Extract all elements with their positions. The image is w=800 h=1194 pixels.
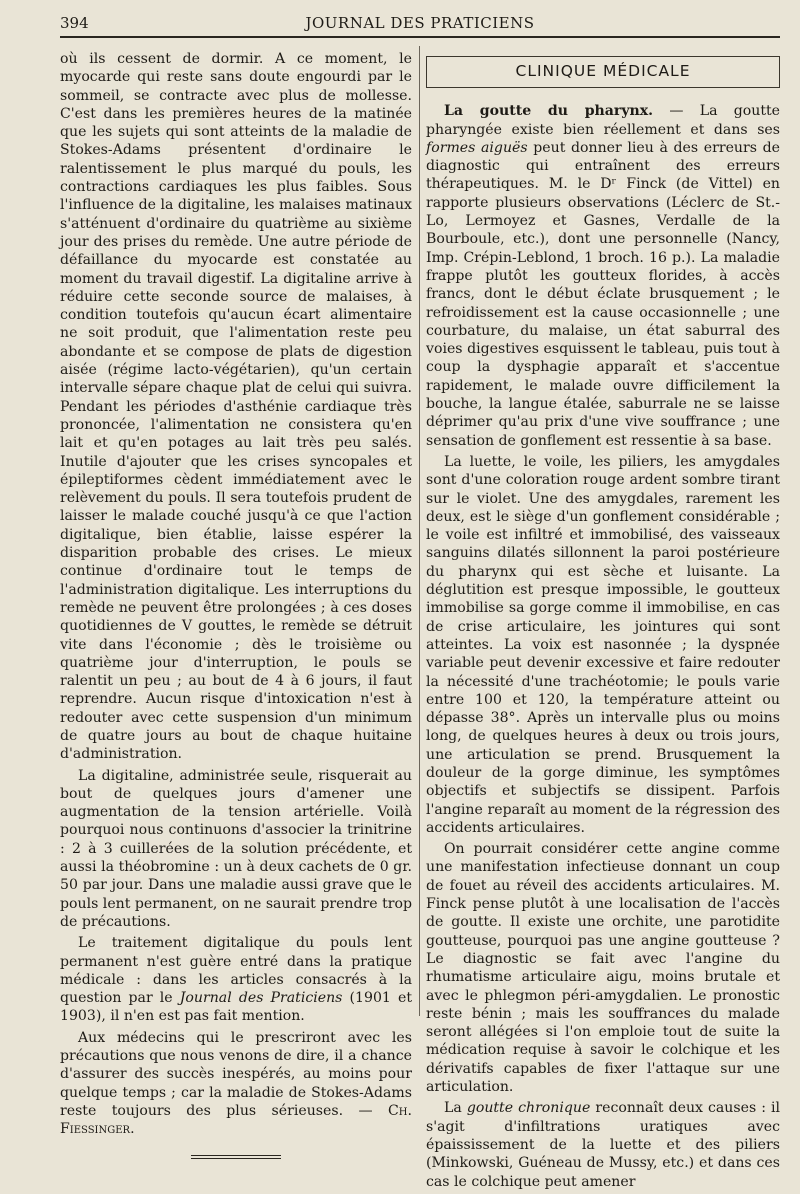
text-run: peut donner lieu à des erreurs de diagnostic qui entraînent des erreurs thérapeutiques. M. le Dʳ Finck (de Vittel) en rapporte plusieurs observations (Léclerc de St.-Lo, Lermoyez et Gasnes, Verdalle de la Bourboule, etc.), dont une personnelle (Nancy, Imp. Crépin-Leblond, 1 broch. 16 p.). La maladie frappe plutôt les goutteux florides, à accès francs, dont le début éclate brusquement ; le refroidissement est la cause occasionnelle ; une courbature, du malaise, un état saburral des voies digestives esquissent le tableau, puis tout à coup la dysphagie apparaît et s'accentue rapidement, le malade ouvre difficilement la bouche, la langue étalée, saburrale ne se laisse déprimer qu'au prix d'une vive souffrance ; une sensation de gonflement est ressentie à sa base.	[426, 139, 780, 449]
left-column	[60, 50, 412, 1161]
text-run: reconnaît deux causes : il s'agit d'infiltrations uratiques avec épaississement de la luette et des piliers (Minkowski, Guéneau de Mussy, etc.) et dans ces cas le colchique peut amener	[426, 1100, 781, 1190]
paragraph	[426, 102, 780, 450]
paragraph	[426, 1099, 780, 1190]
section-heading-box	[426, 56, 780, 88]
author-signature: Ch. Fiessinger.	[60, 1102, 412, 1138]
text-run: (1901 et 1903), il n'en est pas fait mention.	[60, 990, 412, 1025]
page-header	[60, 10, 780, 38]
paragraph: La digitaline, administrée seule, risquerait au bout de quelques jours d'amener une augmentation de la tension artérielle. Voilà pourquoi nous continuons d'associer la trinitrine : 2 à 3 cuillerées de la solution précédente, et aussi la théobromine : un à deux cachets de 0 gr. 50 par jour. Dans une maladie aussi grave que le pouls lent permanent, on ne saurait prendre trop de précautions.	[60, 767, 412, 930]
text-run: La	[444, 1100, 462, 1117]
paragraph: La luette, le voile, les piliers, les amygdales sont d'une coloration rouge ardent sombre tirant sur le violet. Une des amygdales, rarement les deux, est le siège d'un gonflement considérable ; le voile est infiltré et immobilisé, des vaisseaux sanguins dilatés sillonnent la paroi postérieure du pharynx qui est sèche et luisante. La déglutition est presque impossible, le goutteux immobilise sa gorge comme il immobilise, en cas de crise articulaire, les jointures qui sont atteintes. La voix est nasonnée ; la dyspnée variable peut devenir excessive et faire redouter la nécessité d'une trachéotomie; le pouls varie entre 100 et 120, la température atteint ou dépasse 38°. Après un intervalle plus ou moins long, de quelques heures à deux ou trois jours, une articulation se prend. Brusquement la douleur de la gorge diminue, les symptômes objectifs et subjectifs se dissipent. Parfois l'angine reparaît au moment de la régression des accidents articulaires.	[426, 453, 780, 836]
article-heading: La goutte du pharynx.	[444, 103, 654, 120]
paragraph	[60, 1029, 412, 1139]
emphasis: formes aiguës	[426, 139, 528, 156]
emphasis: goutte chronique	[466, 1100, 591, 1117]
end-of-article-rule	[191, 1155, 281, 1159]
text-run: Aux médecins qui le prescriront avec les précautions que nous venons de dire, il a chance d'assurer des succès inespérés, au moins pour quelque temps ; car la maladie de Stokes-Adams reste toujours des plus sérieuses. —	[60, 1029, 412, 1119]
section-title: CLINIQUE MÉDICALE	[515, 62, 691, 80]
running-title: JOURNAL DES PRATICIENS	[305, 14, 535, 32]
text-run: Le traitement digitalique du pouls lent permanent n'est guère entré dans la pratique médicale : dans les articles consacrés à la question par le	[60, 935, 412, 1007]
right-column	[426, 50, 780, 1194]
paragraph: où ils cessent de dormir. A ce moment, le myocarde qui reste sans doute engourdi par le sommeil, se contracte avec plus de mollesse. C'est dans les premières heures de la matinée que les sujets qui sont atteints de la maladie de Stokes-Adams présentent d'ordinaire le ralentissement le plus marqué du pouls, les contractions cardiaques les plus faibles. Sous l'influence de la digitaline, les malaises matinaux s'atténuent d'ordinaire du quatrième au sixième jour des prises du remède. Une autre période de défaillance du myocarde est constatée au moment du travail digestif. La digitaline arrive à réduire cette seconde source de malaises, à condition toutefois qu'aucun écart alimentaire ne soit produit, que l'alimentation reste peu abondante et se compose de plats de digestion aisée (régime lacto-végétarien), qu'un certain intervalle sépare chaque plat de celui qui suivra. Pendant les périodes d'asthénie cardiaque très prononcée, l'alimentation ne consistera qu'en lait et qu'en potages au lait très peu salés. Inutile d'ajouter que les crises syncopales et épileptiformes cèdent immédiatement avec le relèvement du pouls. Il sera toutefois prudent de laisser le malade couché jusqu'à ce que l'action digitalique, bien établie, laisse espérer la disparition probable des crises. Le mieux continue d'ordinaire tout le temps de l'administration digitalique. Les interruptions du remède ne peuvent être prolongées ; à ces doses quotidiennes de V gouttes, le remède se détruit vite dans l'économie ; dès le troisième ou quatrième jour d'interruption, le pouls se ralentit un peu ; au bout de 4 à 6 jours, il faut reprendre. Aucun risque d'intoxication n'est à redouter avec cette suspension d'un minimum de quatre jours au bout de chaque huitaine d'administration.	[60, 51, 412, 763]
journal-title: Journal des Praticiens	[179, 990, 343, 1007]
column-divider	[419, 46, 420, 1016]
paragraph	[60, 934, 412, 1025]
text-run: — La goutte pharyngée existe bien réellement et dans ses	[426, 103, 780, 138]
paragraph: On pourrait considérer cette angine comme une manifestation infectieuse donnant un coup de fouet au réveil des accidents articulaires. M. Finck pense plutôt à une localisation de l'accès de goutte. Il existe une orchite, une parotidite goutteuse, pourquoi pas une angine goutteuse ? Le diagnostic se fait avec l'angine du rhumatisme articulaire aigu, moins brutale et avec le phlegmon péri-amygdalien. Le pronostic reste bénin ; mais les souffrances du malade seront allégées si l'on emploie tout de suite la médication requise à savoir le colchique et les dérivatifs capables de fixer l'attaque sur une articulation.	[426, 841, 780, 1096]
page-number: 394	[60, 14, 89, 32]
